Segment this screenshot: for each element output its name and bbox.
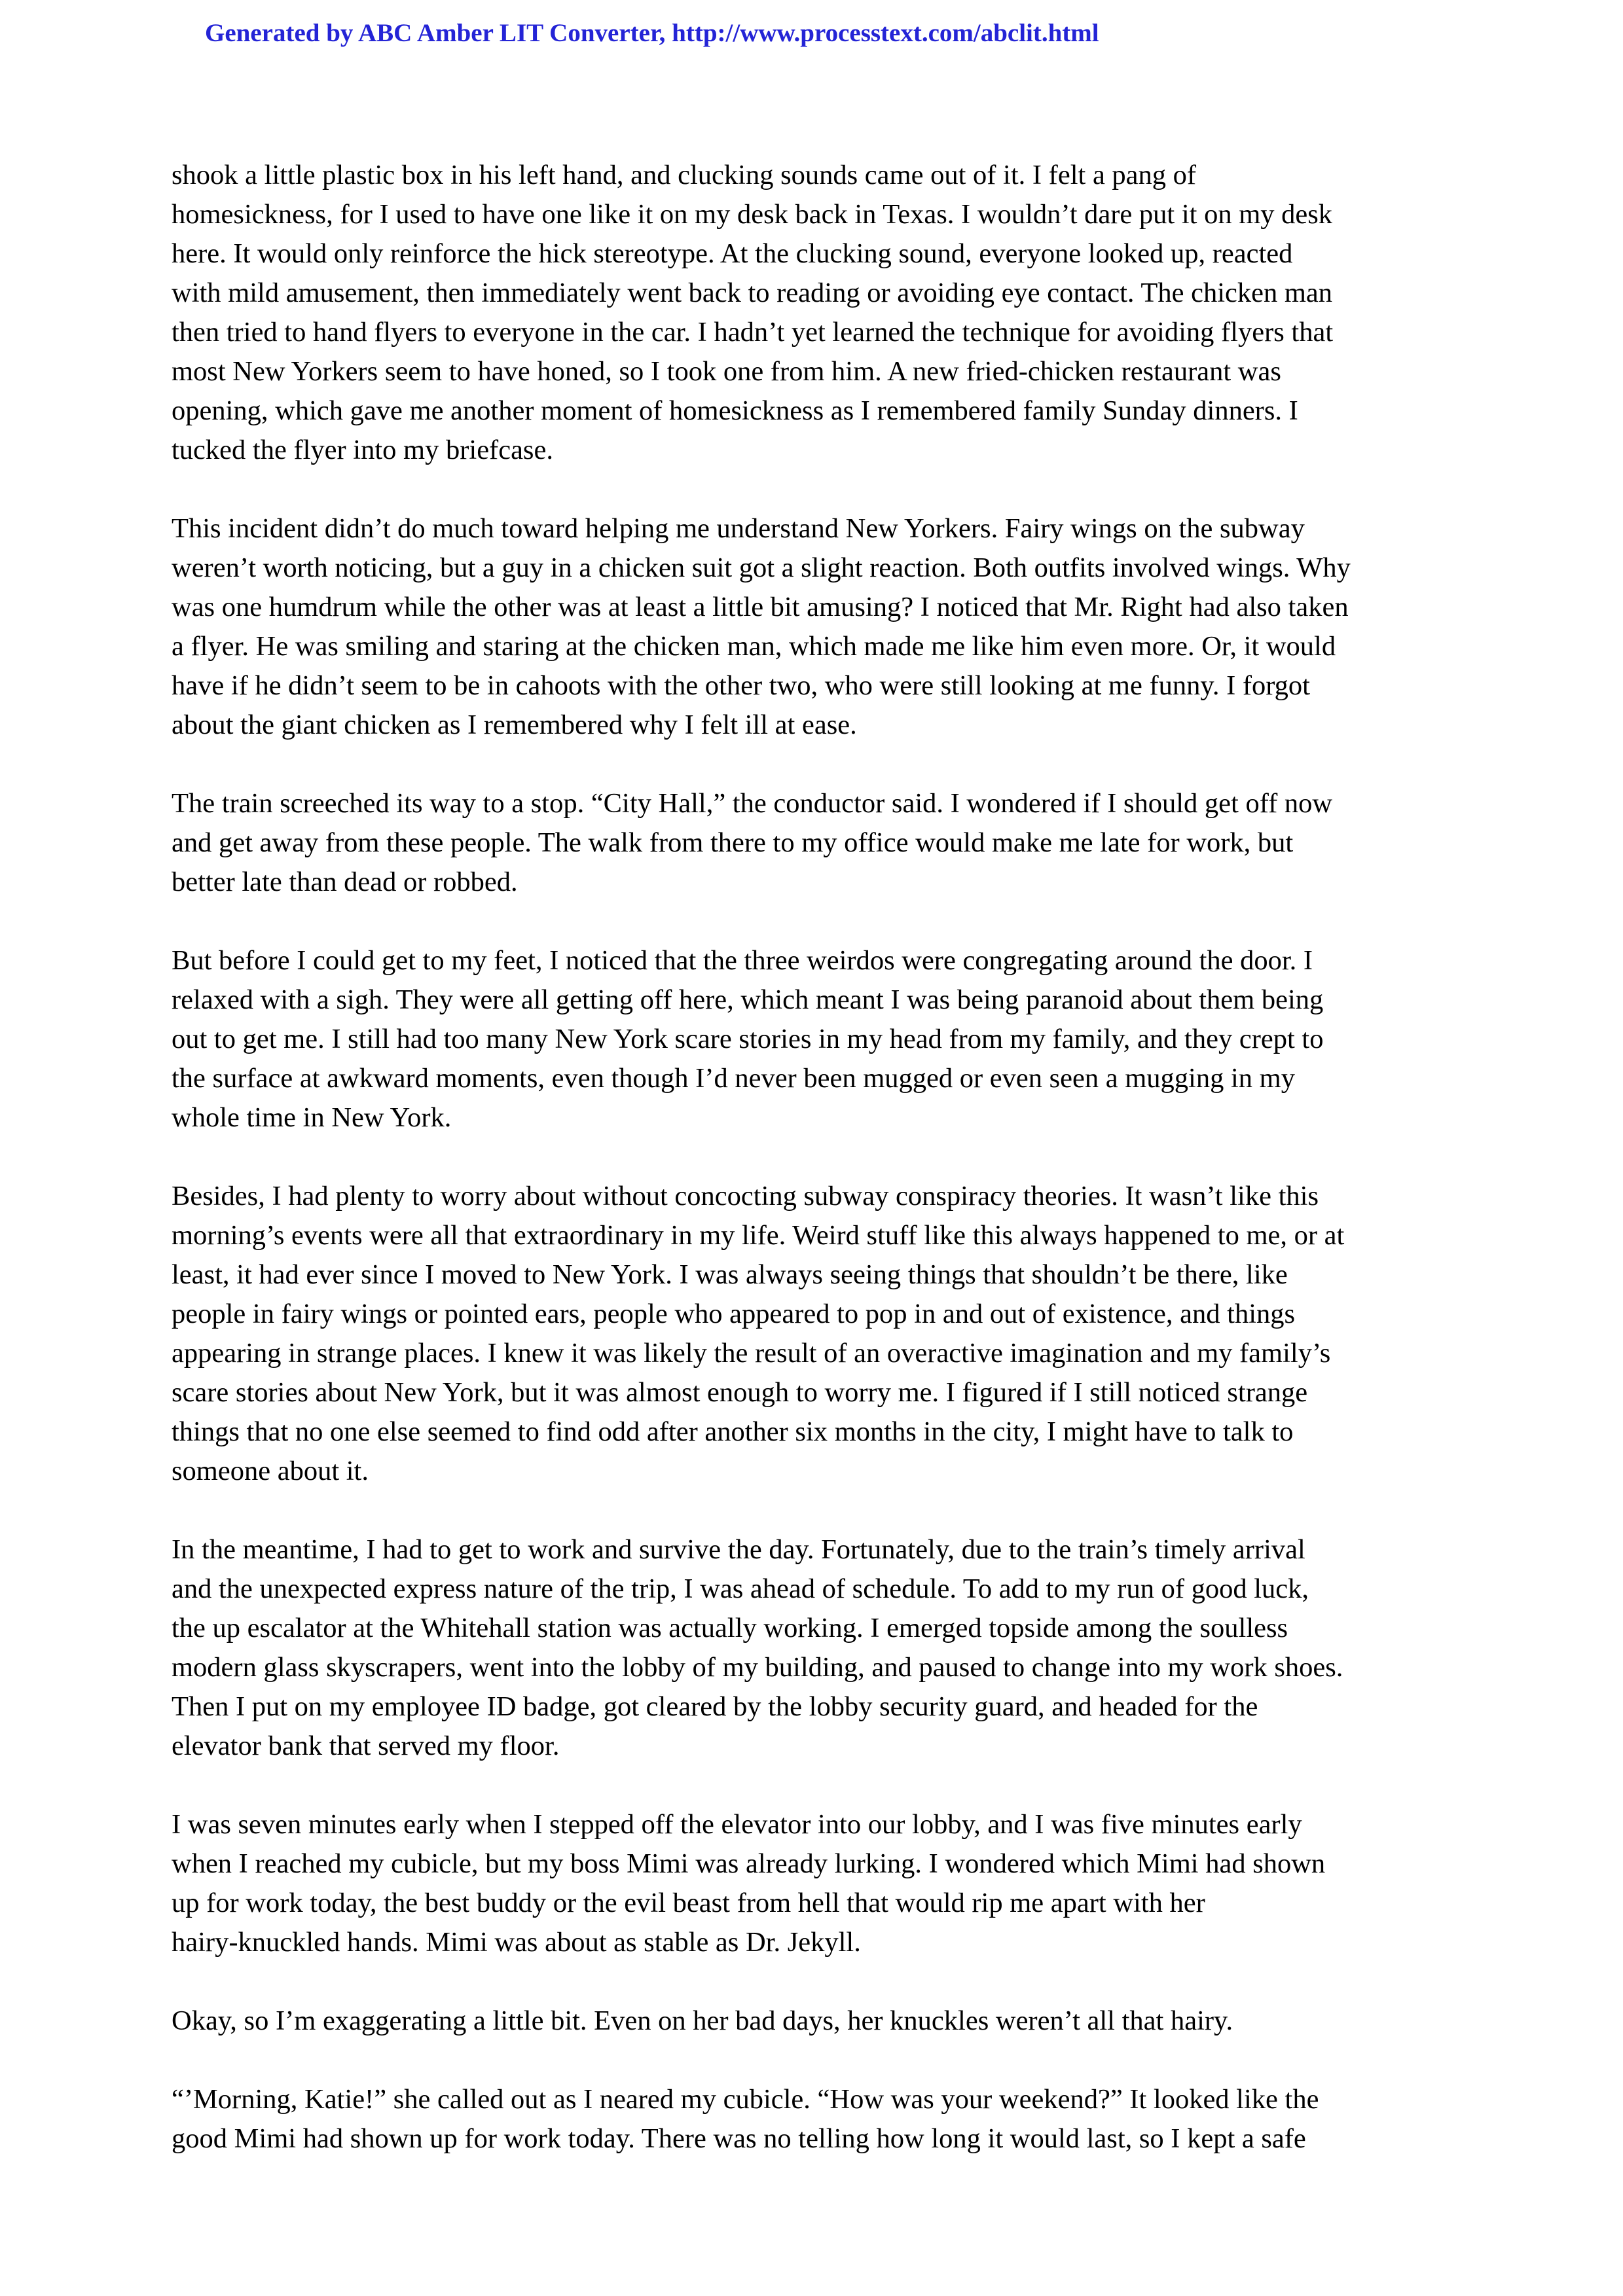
text-line: “’Morning, Katie!” she called out as I neared my cubicle. “How was your weekend?” It looked like the [172,2084,1319,2115]
paragraph [172,1805,1481,1962]
paragraph [172,509,1481,745]
text-line: and the unexpected express nature of the trip, I was ahead of schedule. To add to my run of good luck, [172,1573,1309,1604]
text-line: was one humdrum while the other was at least a little bit amusing? I noticed that Mr. Right had also taken [172,592,1349,622]
paragraph [172,2080,1481,2159]
text-line: someone about it. [172,1456,369,1486]
text-line: morning’s events were all that extraordinary in my life. Weird stuff like this always happened to me, or at [172,1220,1345,1251]
text-line: the up escalator at the Whitehall station was actually working. I emerged topside among the soulless [172,1613,1288,1643]
text-line: modern glass skyscrapers, went into the lobby of my building, and paused to change into my work shoes. [172,1652,1343,1683]
text-line: better late than dead or robbed. [172,867,518,897]
text-line: things that no one else seemed to find odd after another six months in the city, I might have to talk to [172,1416,1294,1447]
text-line: elevator bank that served my floor. [172,1731,560,1761]
text-line: homesickness, for I used to have one like it on my desk back in Texas. I wouldn’t dare put it on my desk [172,199,1333,230]
text-line: relaxed with a sigh. They were all getting off here, which meant I was being paranoid about them being [172,984,1324,1015]
text-line: But before I could get to my feet, I noticed that the three weirdos were congregating around the door. I [172,945,1313,976]
text-line: whole time in New York. [172,1102,452,1133]
text-line: when I reached my cubicle, but my boss Mimi was already lurking. I wondered which Mimi had shown [172,1848,1326,1879]
text-line: Then I put on my employee ID badge, got cleared by the lobby security guard, and headed for the [172,1691,1258,1722]
text-line: This incident didn’t do much toward helping me understand New Yorkers. Fairy wings on the subway [172,513,1305,544]
text-line: weren’t worth noticing, but a guy in a chicken suit got a slight reaction. Both outfits involved wings. Why [172,552,1351,583]
text-line: out to get me. I still had too many New York scare stories in my head from my family, and they crept to [172,1024,1324,1054]
text-line: up for work today, the best buddy or the evil beast from hell that would rip me apart with her [172,1888,1205,1918]
text-line: tucked the flyer into my briefcase. [172,435,553,465]
document-body [172,156,1481,2159]
paragraph [172,156,1481,470]
text-line: good Mimi had shown up for work today. There was no telling how long it would last, so I kept a safe [172,2123,1306,2154]
text-line: most New Yorkers seem to have honed, so I took one from him. A new fried-chicken restaurant was [172,356,1281,387]
text-line: In the meantime, I had to get to work and survive the day. Fortunately, due to the train’s timely arrival [172,1534,1305,1565]
paragraph [172,2001,1481,2041]
text-line: then tried to hand flyers to everyone in the car. I hadn’t yet learned the technique for avoiding flyers that [172,317,1334,348]
text-line: I was seven minutes early when I stepped off the elevator into our lobby, and I was five minutes early [172,1809,1302,1840]
text-line: opening, which gave me another moment of homesickness as I remembered family Sunday dinners. I [172,395,1298,426]
text-line: have if he didn’t seem to be in cahoots with the other two, who were still looking at me funny. I forgot [172,670,1310,701]
text-line: about the giant chicken as I remembered why I felt ill at ease. [172,709,857,740]
paragraph [172,941,1481,1138]
text-line: The train screeched its way to a stop. “City Hall,” the conductor said. I wondered if I should get off now [172,788,1333,819]
text-line: with mild amusement, then immediately went back to reading or avoiding eye contact. The chicken man [172,278,1333,308]
text-line: Besides, I had plenty to worry about without concocting subway conspiracy theories. It wasn’t like this [172,1181,1319,1211]
text-line: a flyer. He was smiling and staring at the chicken man, which made me like him even more. Or, it would [172,631,1336,662]
converter-header-link[interactable]: Generated by ABC Amber LIT Converter, http://www.processtext.com/abclit.html [205,19,1099,47]
text-line: and get away from these people. The walk from there to my office would make me late for work, but [172,827,1294,858]
text-line: the surface at awkward moments, even though I’d never been mugged or even seen a mugging in my [172,1063,1295,1094]
text-line: least, it had ever since I moved to New York. I was always seeing things that shouldn’t be there, like [172,1259,1288,1290]
text-line: here. It would only reinforce the hick stereotype. At the clucking sound, everyone looked up, reacted [172,238,1293,269]
text-line: Okay, so I’m exaggerating a little bit. Even on her bad days, her knuckles weren’t all that hairy. [172,2005,1233,2036]
paragraph [172,1177,1481,1491]
text-line: shook a little plastic box in his left hand, and clucking sounds came out of it. I felt a pang of [172,160,1197,190]
paragraph [172,1530,1481,1766]
text-line: hairy-knuckled hands. Mimi was about as stable as Dr. Jekyll. [172,1927,861,1958]
paragraph [172,784,1481,902]
text-line: appearing in strange places. I knew it was likely the result of an overactive imagination and my family’s [172,1338,1331,1369]
text-line: scare stories about New York, but it was almost enough to worry me. I figured if I still noticed strange [172,1377,1308,1408]
text-line: people in fairy wings or pointed ears, people who appeared to pop in and out of existence, and things [172,1299,1296,1329]
